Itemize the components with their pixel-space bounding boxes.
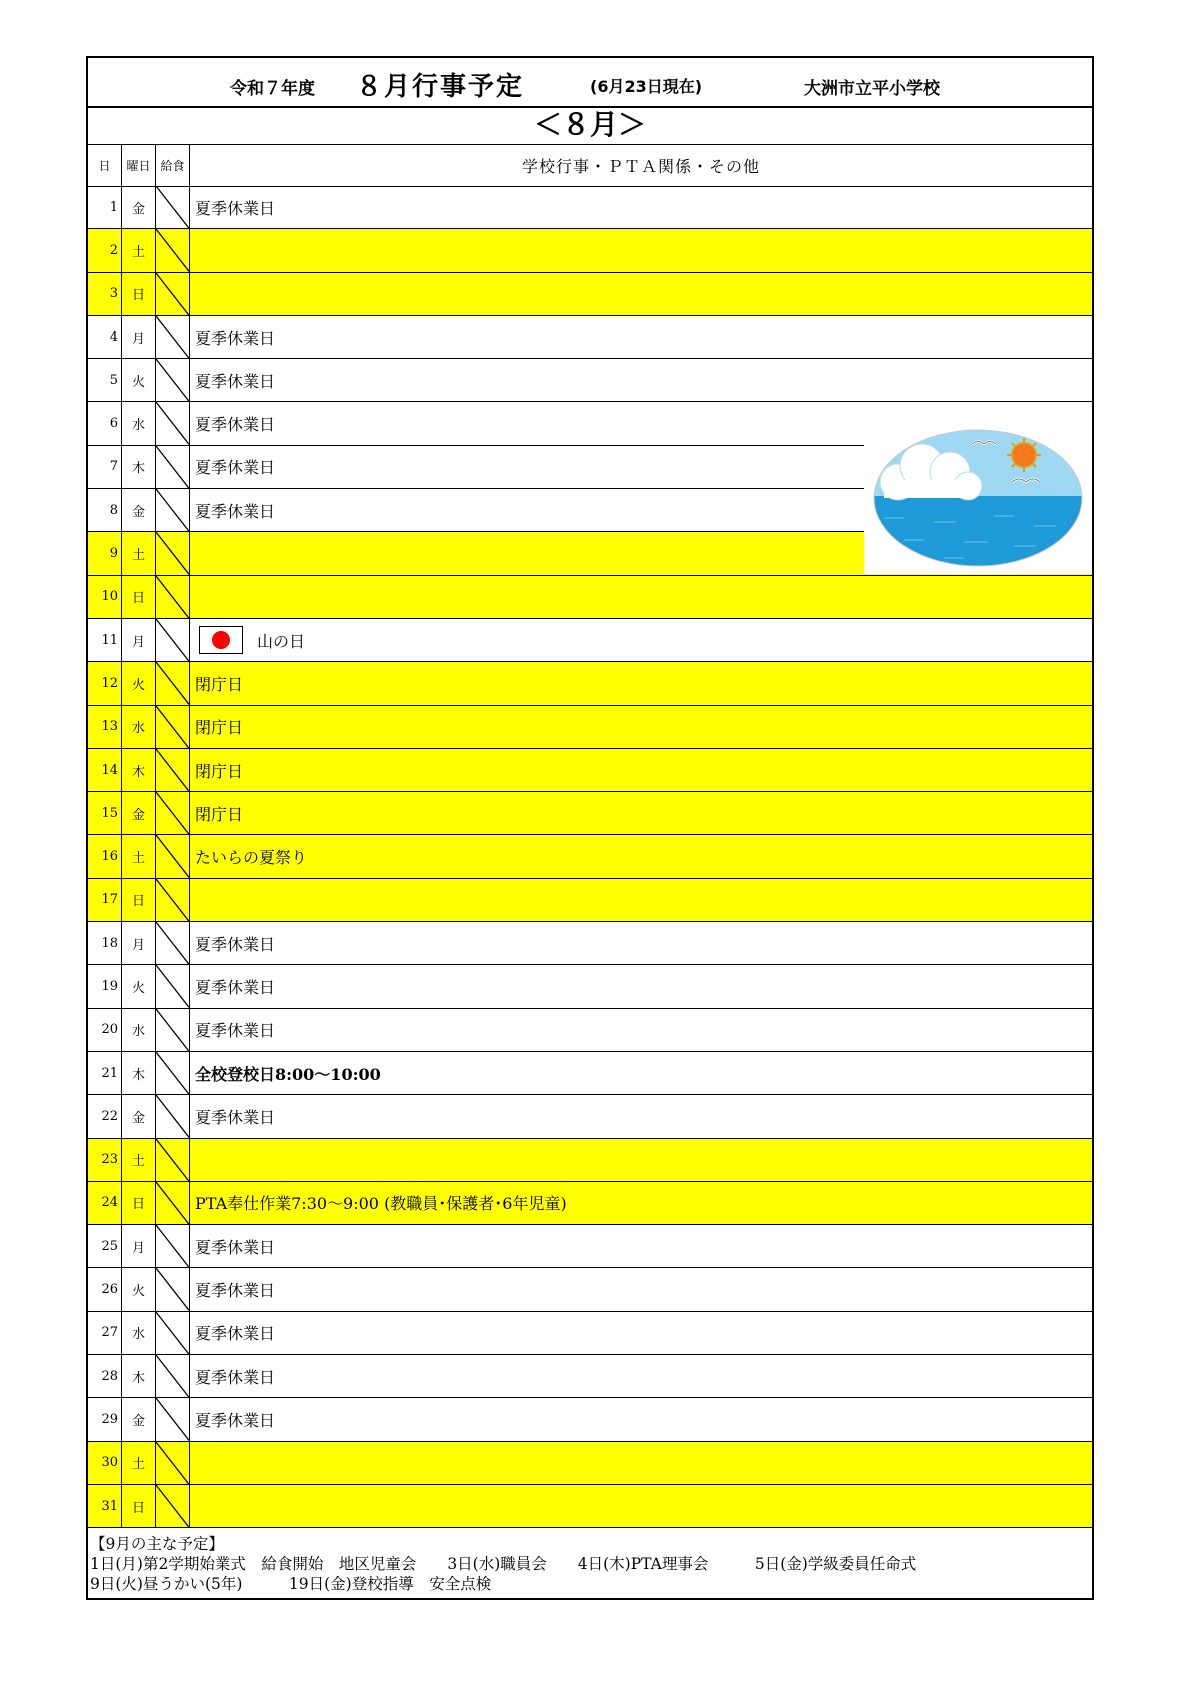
event-cell [190,273,1092,315]
day-row [88,749,1092,792]
day-row [88,965,1092,1008]
meal-cell [156,359,190,401]
event-text: 全校登校日8:00～10:00 [195,1064,381,1084]
day-row [88,273,1092,316]
no-meal-slash-icon [156,1268,189,1310]
next-month-heading: 【9月の主な予定】 [90,1535,224,1553]
no-meal-slash-icon [156,1225,189,1267]
weekday: 日 [122,1182,156,1224]
event-text: 夏季休業日 [195,1410,276,1430]
day-number: 21 [88,1052,122,1094]
no-meal-slash-icon [156,1398,189,1440]
meal-cell [156,273,190,315]
no-meal-slash-icon [156,1355,189,1397]
weekday: 火 [122,965,156,1007]
no-meal-slash-icon [156,749,189,791]
meal-cell [156,1442,190,1484]
day-row [88,922,1092,965]
meal-cell [156,1139,190,1181]
day-number: 15 [88,792,122,834]
weekday: 金 [122,186,156,228]
event-text: 夏季休業日 [195,198,276,218]
weekday: 土 [122,1442,156,1484]
event-text: 夏季休業日 [195,1324,276,1344]
event-text: 夏季休業日 [195,977,276,997]
event-cell [190,922,1092,964]
meal-cell [156,662,190,704]
day-row [88,576,1092,619]
weekday: 金 [122,1398,156,1440]
no-meal-slash-icon [156,532,189,574]
no-meal-slash-icon [156,186,189,228]
weekday: 火 [122,662,156,704]
no-meal-slash-icon [156,922,189,964]
day-number: 29 [88,1398,122,1440]
day-number: 7 [88,446,122,488]
event-text: 夏季休業日 [195,1367,276,1387]
schedule-sheet [86,56,1094,1600]
next-month-notes [88,1534,1094,1594]
japan-flag-icon [199,626,243,654]
meal-cell [156,1225,190,1267]
event-cell [190,186,1092,228]
weekday: 木 [122,749,156,791]
event-text: 夏季休業日 [195,371,276,391]
day-row [88,879,1092,922]
day-number: 3 [88,273,122,315]
weekday: 金 [122,1095,156,1137]
no-meal-slash-icon [156,965,189,1007]
event-text: 夏季休業日 [195,1281,276,1301]
day-rows [88,186,1092,1528]
no-meal-slash-icon [156,316,189,358]
no-meal-slash-icon [156,489,189,531]
weekday: 土 [122,835,156,877]
day-number: 1 [88,186,122,228]
day-row [88,316,1092,359]
day-row [88,186,1092,229]
no-meal-slash-icon [156,359,189,401]
no-meal-slash-icon [156,446,189,488]
meal-cell [156,749,190,791]
weekday: 火 [122,1268,156,1310]
meal-cell [156,1312,190,1354]
event-cell [190,1095,1092,1137]
day-row [88,1225,1092,1268]
meal-cell [156,489,190,531]
fiscal-year: 令和７年度 [230,79,315,99]
weekday: 土 [122,1139,156,1181]
event-cell [190,662,1092,704]
event-text: 夏季休業日 [195,415,276,435]
day-number: 24 [88,1182,122,1224]
day-row [88,229,1092,272]
day-row [88,1268,1092,1311]
event-cell [190,1268,1092,1310]
event-cell [190,706,1092,748]
weekday: 火 [122,359,156,401]
day-row [88,792,1092,835]
day-number: 25 [88,1225,122,1267]
no-meal-slash-icon [156,1052,189,1094]
meal-cell [156,835,190,877]
event-cell [190,965,1092,1007]
event-cell [190,1442,1092,1484]
day-number: 31 [88,1485,122,1527]
column-header-day: 日 [88,144,122,186]
no-meal-slash-icon [156,619,189,661]
no-meal-slash-icon [156,662,189,704]
day-number: 11 [88,619,122,661]
day-number: 18 [88,922,122,964]
event-text: 夏季休業日 [195,1021,276,1041]
event-cell [190,835,1092,877]
day-number: 10 [88,576,122,618]
weekday: 日 [122,1485,156,1527]
event-text: 夏季休業日 [195,934,276,954]
day-number: 9 [88,532,122,574]
no-meal-slash-icon [156,273,189,315]
event-cell [190,749,1092,791]
event-cell [190,1312,1092,1354]
event-cell [190,1182,1092,1224]
event-text: 閉庁日 [195,804,244,824]
weekday: 水 [122,402,156,444]
weekday: 日 [122,273,156,315]
meal-cell [156,792,190,834]
weekday: 木 [122,1052,156,1094]
meal-cell [156,402,190,444]
day-number: 13 [88,706,122,748]
meal-cell [156,576,190,618]
meal-cell [156,1398,190,1440]
meal-cell [156,1182,190,1224]
day-row [88,1355,1092,1398]
meal-cell [156,316,190,358]
title-row [88,58,1092,108]
day-number: 30 [88,1442,122,1484]
no-meal-slash-icon [156,1139,189,1181]
day-number: 2 [88,229,122,271]
weekday: 金 [122,489,156,531]
day-number: 20 [88,1009,122,1051]
no-meal-slash-icon [156,1095,189,1137]
no-meal-slash-icon [156,1442,189,1484]
event-cell [190,359,1092,401]
day-row [88,1485,1092,1528]
day-number: 27 [88,1312,122,1354]
event-text: 夏季休業日 [195,1107,276,1127]
day-number: 28 [88,1355,122,1397]
day-row [88,1398,1092,1441]
column-header-row [88,144,1092,187]
meal-cell [156,1052,190,1094]
page-title: ８月行事予定 [356,72,525,102]
day-row [88,1442,1092,1485]
column-header-meal: 給食 [156,144,190,186]
weekday: 木 [122,446,156,488]
event-cell [190,1225,1092,1267]
day-number: 19 [88,965,122,1007]
event-cell [190,1139,1092,1181]
event-text: 夏季休業日 [195,1237,276,1257]
weekday: 月 [122,922,156,964]
day-number: 22 [88,1095,122,1137]
day-number: 5 [88,359,122,401]
weekday: 日 [122,879,156,921]
weekday: 土 [122,229,156,271]
no-meal-slash-icon [156,229,189,271]
event-cell [190,619,1092,661]
no-meal-slash-icon [156,792,189,834]
event-cell [190,316,1092,358]
meal-cell [156,532,190,574]
day-number: 14 [88,749,122,791]
next-month-line-1: 1日(月)第2学期始業式 給食開始 地区児童会 3日(水)職員会 4日(木)PTA理事会 5日(金)学級委員任命式 [90,1555,917,1573]
day-row [88,706,1092,749]
meal-cell [156,186,190,228]
day-number: 16 [88,835,122,877]
summer-sea-illustration [864,422,1092,574]
event-cell [190,879,1092,921]
school-name: 大洲市立平小学校 [804,79,940,99]
day-number: 12 [88,662,122,704]
no-meal-slash-icon [156,1009,189,1051]
day-row [88,1009,1092,1052]
no-meal-slash-icon [156,879,189,921]
weekday: 月 [122,619,156,661]
day-number: 23 [88,1139,122,1181]
event-cell [190,576,1092,618]
weekday: 土 [122,532,156,574]
no-meal-slash-icon [156,576,189,618]
event-cell [190,1009,1092,1051]
event-text: PTA奉仕作業7:30～9:00 (教職員･保護者･6年児童) [195,1194,567,1214]
as-of-date: (6月23日現在) [590,77,703,96]
day-row [88,1095,1092,1138]
meal-cell [156,229,190,271]
day-row [88,1312,1092,1355]
event-cell [190,792,1092,834]
weekday: 木 [122,1355,156,1397]
next-month-line-2: 9日(火)昼うかい(5年) 19日(金)登校指導 安全点検 [90,1575,492,1593]
meal-cell [156,965,190,1007]
no-meal-slash-icon [156,1485,189,1527]
day-number: 17 [88,879,122,921]
no-meal-slash-icon [156,835,189,877]
day-number: 8 [88,489,122,531]
day-row [88,359,1092,402]
meal-cell [156,1485,190,1527]
event-text: 閉庁日 [195,674,244,694]
no-meal-slash-icon [156,706,189,748]
meal-cell [156,446,190,488]
day-row [88,619,1092,662]
meal-cell [156,706,190,748]
day-number: 4 [88,316,122,358]
column-header-events: 学校行事・ＰＴＡ関係・その他 [521,156,760,176]
meal-cell [156,879,190,921]
column-header-weekday: 曜日 [122,144,156,186]
event-cell [190,1355,1092,1397]
weekday: 水 [122,706,156,748]
weekday: 月 [122,1225,156,1267]
day-row [88,1182,1092,1225]
weekday: 金 [122,792,156,834]
meal-cell [156,619,190,661]
weekday: 月 [122,316,156,358]
meal-cell [156,1268,190,1310]
no-meal-slash-icon [156,1182,189,1224]
event-cell [190,229,1092,271]
meal-cell [156,1095,190,1137]
day-row [88,662,1092,705]
event-text: たいらの夏祭り [195,848,308,868]
event-text: 夏季休業日 [195,501,276,521]
day-row [88,1052,1092,1095]
event-cell [190,1052,1092,1094]
meal-cell [156,1355,190,1397]
event-text: 閉庁日 [195,718,244,738]
event-text: 山の日 [257,631,306,651]
month-label: ＜８月＞ [88,106,1092,145]
weekday: 日 [122,576,156,618]
event-cell [190,1485,1092,1527]
event-cell [190,1398,1092,1440]
weekday: 水 [122,1312,156,1354]
day-row [88,1139,1092,1182]
event-text: 閉庁日 [195,761,244,781]
meal-cell [156,1009,190,1051]
day-number: 6 [88,402,122,444]
no-meal-slash-icon [156,1312,189,1354]
event-text: 夏季休業日 [195,458,276,478]
meal-cell [156,922,190,964]
event-text: 夏季休業日 [195,328,276,348]
no-meal-slash-icon [156,402,189,444]
weekday: 水 [122,1009,156,1051]
day-number: 26 [88,1268,122,1310]
day-row [88,835,1092,878]
